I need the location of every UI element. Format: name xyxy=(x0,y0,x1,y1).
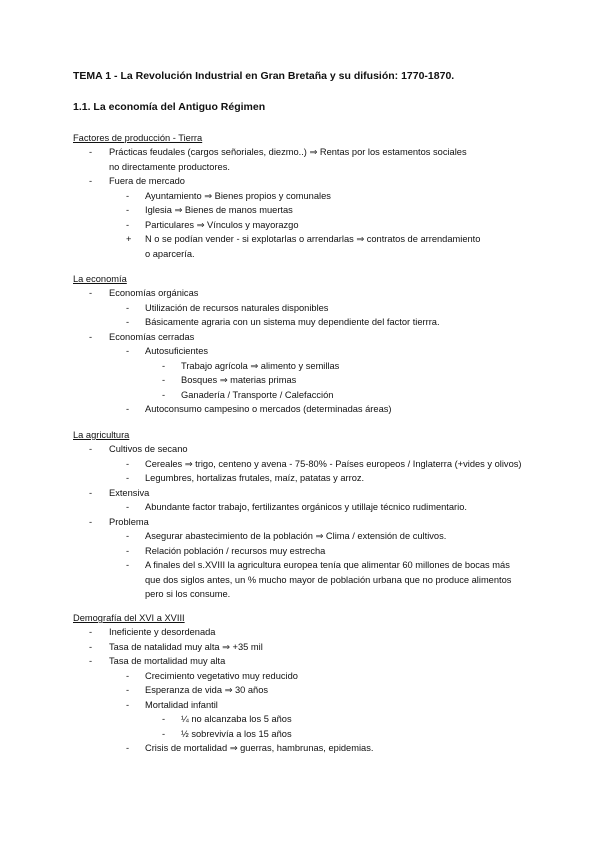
list-bullet: - xyxy=(126,699,130,710)
list-item xyxy=(73,486,583,501)
list-bullet: - xyxy=(89,147,93,157)
list-bullet: - xyxy=(89,331,93,342)
list-bullet: + xyxy=(126,234,132,244)
list-item-text: Abundante factor trabajo, fertilizantes orgánicos y utillaje técnico rudimentario. xyxy=(145,502,467,512)
list-item-text: que dos siglos antes, un % mucho mayor de población urbana que no produce alimentos xyxy=(145,574,512,585)
list-bullet: - xyxy=(162,375,166,385)
list-item-text: Utilización de recursos naturales disponibles xyxy=(145,302,329,313)
list-item-text: Autosuficientes xyxy=(145,346,209,356)
list-item-text: no directamente productores. xyxy=(109,161,230,172)
list-item xyxy=(73,247,583,262)
list-item xyxy=(73,698,583,713)
list-bullet: - xyxy=(126,219,130,230)
list-item-text: Fuera de mercado xyxy=(109,176,185,186)
list-item-text: Básicamente agraria con un sistema muy dependiente del factor tierrra. xyxy=(145,317,440,327)
list-item xyxy=(73,232,583,247)
list-bullet: - xyxy=(126,531,130,541)
list-item-text: Tasa de natalidad muy alta ⇒ +35 mil xyxy=(109,641,263,652)
section-demografia xyxy=(73,611,583,756)
list-bullet: - xyxy=(89,444,93,454)
list-item xyxy=(73,500,583,515)
list-bullet: - xyxy=(126,317,130,327)
list-item-text: Bosques ⇒ materias primas xyxy=(181,375,297,385)
section-heading: Factores de producción - Tierra xyxy=(73,133,203,143)
list-item-text: ½ sobrevivía a los 15 años xyxy=(181,728,292,739)
list-item xyxy=(73,683,583,698)
list-item-text: Crecimiento vegetativo muy reducido xyxy=(145,670,298,681)
list-item xyxy=(73,286,583,301)
list-item-text: Cultivos de secano xyxy=(109,444,188,454)
list-bullet: - xyxy=(126,404,130,414)
list-item xyxy=(73,442,583,457)
list-item xyxy=(73,573,583,588)
list-item xyxy=(73,145,583,160)
list-bullet: - xyxy=(162,714,166,724)
list-bullet: - xyxy=(89,656,93,666)
list-item-text: Extensiva xyxy=(109,487,150,498)
list-item-text: pero si los consume. xyxy=(145,589,231,599)
list-item-text: Ganadería / Transporte / Calefacción xyxy=(181,389,334,400)
list-bullet: - xyxy=(126,473,130,483)
list-bullet: - xyxy=(126,346,130,356)
list-bullet: - xyxy=(126,190,130,201)
list-item-text: Autoconsumo campesino o mercados (determinadas áreas) xyxy=(145,404,392,414)
list-bullet: - xyxy=(126,670,130,681)
list-bullet: - xyxy=(162,728,166,739)
list-item xyxy=(73,373,583,388)
list-item xyxy=(73,330,583,345)
list-item-text: ¼ no alcanzaba los 5 años xyxy=(181,714,292,724)
list-item-text: o aparcería. xyxy=(145,248,195,259)
list-item xyxy=(73,558,583,573)
list-item xyxy=(73,160,583,175)
list-item xyxy=(73,203,583,218)
list-bullet: - xyxy=(89,641,93,652)
list-item xyxy=(73,471,583,486)
list-item xyxy=(73,640,583,655)
list-item xyxy=(73,654,583,669)
list-item xyxy=(73,315,583,330)
section-heading: Demografía del XVI a XVIII xyxy=(73,613,185,623)
list-item xyxy=(73,301,583,316)
list-item xyxy=(73,741,583,756)
document-title: TEMA 1 - La Revolución Industrial en Gran Bretaña y su difusión: 1770-1870. xyxy=(73,70,455,82)
list-item-text: Cereales ⇒ trigo, centeno y avena - 75-80% - Países europeos / Inglaterra (+vides y olivos) xyxy=(145,458,522,469)
list-bullet: - xyxy=(126,502,130,512)
list-item-text: Iglesia ⇒ Bienes de manos muertas xyxy=(145,205,293,215)
list-item xyxy=(73,359,583,374)
list-item xyxy=(73,218,583,233)
list-item xyxy=(73,515,583,530)
section-heading: La agricultura xyxy=(73,430,130,440)
section-agricultura xyxy=(73,428,583,602)
list-item-text: Prácticas feudales (cargos señoriales, diezmo..) ⇒ Rentas por los estamentos sociales xyxy=(109,147,467,157)
list-item-text: N o se podían vender - si explotarlas o arrendarlas ⇒ contratos de arrendamiento xyxy=(145,234,481,244)
list-item xyxy=(73,388,583,403)
list-item-text: Relación población / recursos muy estrecha xyxy=(145,545,326,556)
list-bullet: - xyxy=(89,176,93,186)
list-item-text: Ineficiente y desordenada xyxy=(109,627,216,637)
list-bullet: - xyxy=(126,743,130,753)
list-item xyxy=(73,625,583,640)
list-item-text: Tasa de mortalidad muy alta xyxy=(109,656,226,666)
list-item-text: A finales del s.XVIII la agricultura europea tenía que alimentar 60 millones de bocas más xyxy=(145,560,510,570)
list-item xyxy=(73,544,583,559)
list-bullet: - xyxy=(89,516,93,527)
list-item-text: Problema xyxy=(109,516,149,527)
list-bullet: - xyxy=(89,487,93,498)
list-bullet: - xyxy=(126,205,130,215)
list-bullet: - xyxy=(126,302,130,313)
list-item-text: Economías cerradas xyxy=(109,331,195,342)
list-bullet: - xyxy=(162,360,166,371)
section-title: 1.1. La economía del Antiguo Régimen xyxy=(73,101,266,113)
list-bullet: - xyxy=(89,627,93,637)
list-item-text: Ayuntamiento ⇒ Bienes propios y comunales xyxy=(145,190,331,201)
list-item xyxy=(73,402,583,417)
list-bullet: - xyxy=(126,685,130,695)
list-item-text: Esperanza de vida ⇒ 30 años xyxy=(145,685,269,695)
section-factores-produccion xyxy=(73,131,583,261)
list-item-text: Asegurar abastecimiento de la población ⇒ Clima / extensión de cultivos. xyxy=(145,531,447,541)
list-bullet: - xyxy=(89,288,93,298)
list-item xyxy=(73,587,583,602)
list-bullet: - xyxy=(126,458,130,469)
list-item-text: Economías orgánicas xyxy=(109,288,199,298)
list-item xyxy=(73,344,583,359)
list-item xyxy=(73,669,583,684)
list-bullet: - xyxy=(126,545,130,556)
list-item-text: Particulares ⇒ Vínculos y mayorazgo xyxy=(145,219,299,230)
list-item xyxy=(73,727,583,742)
list-bullet: - xyxy=(162,389,166,400)
list-item xyxy=(73,457,583,472)
list-item-text: Mortalidad infantil xyxy=(145,699,218,710)
list-item-text: Trabajo agrícola ⇒ alimento y semillas xyxy=(181,360,340,371)
list-item-text: Crisis de mortalidad ⇒ guerras, hambrunas, epidemias. xyxy=(145,743,374,753)
list-item-text: Legumbres, hortalizas frutales, maíz, patatas y arroz. xyxy=(145,473,365,483)
list-item xyxy=(73,712,583,727)
list-bullet: - xyxy=(126,560,130,570)
list-item xyxy=(73,174,583,189)
list-item xyxy=(73,189,583,204)
section-economia xyxy=(73,272,583,417)
section-heading: La economía xyxy=(73,274,127,284)
list-item xyxy=(73,529,583,544)
